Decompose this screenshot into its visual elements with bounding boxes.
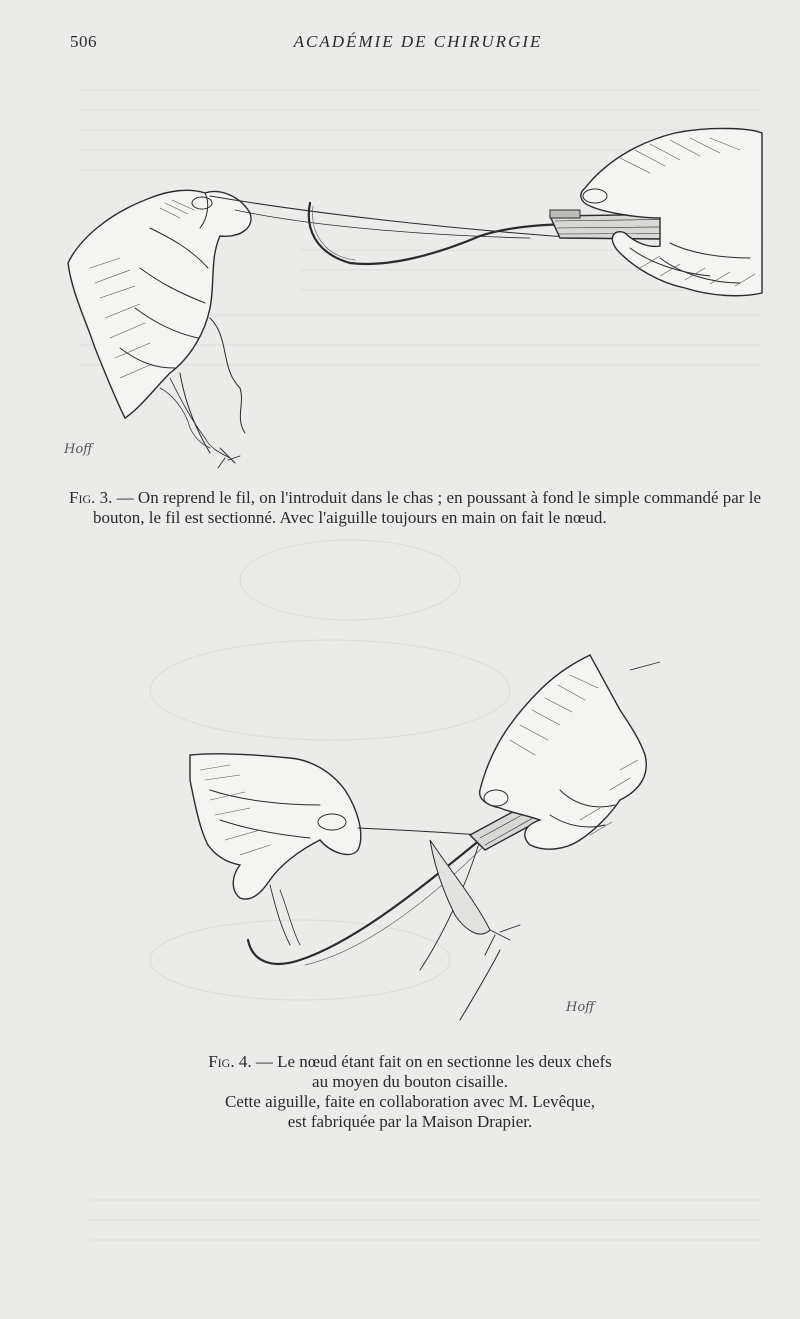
figure-3-caption [69, 488, 761, 528]
figure-4-caption [100, 1052, 720, 1132]
figure-4-signature: Hoff [566, 1000, 595, 1015]
figure-3-signature: Hoff [64, 442, 93, 457]
figure-3-label: Fig. 3. [69, 488, 113, 507]
figure-4-illustration [180, 640, 660, 1040]
figure-4-caption-line-2: au moyen du bouton cisaille. [312, 1072, 508, 1091]
figure-4-label: Fig. 4. [208, 1052, 252, 1071]
figure-3-caption-text: — On reprend le fil, on l'introduit dans le chas ; en poussant à fond le simple commandé par le bouton, le fil est sectionné. Avec l'aiguille toujours en main on fait le nœud. [93, 488, 761, 527]
figure-4-caption-line-1: Fig. 4. — Le nœud étant fait on en sectionne les deux chefs [208, 1052, 612, 1071]
figure-4-caption-line-3: Cette aiguille, faite en collaboration avec M. Levêque, [224, 1092, 596, 1111]
figure-4-caption-line-4: est fabriquée par la Maison Drapier. [287, 1112, 533, 1131]
running-title: ACADÉMIE DE CHIRURGIE [293, 32, 543, 51]
figure-3-illustration [60, 118, 770, 478]
page-number: 506 [70, 32, 97, 51]
